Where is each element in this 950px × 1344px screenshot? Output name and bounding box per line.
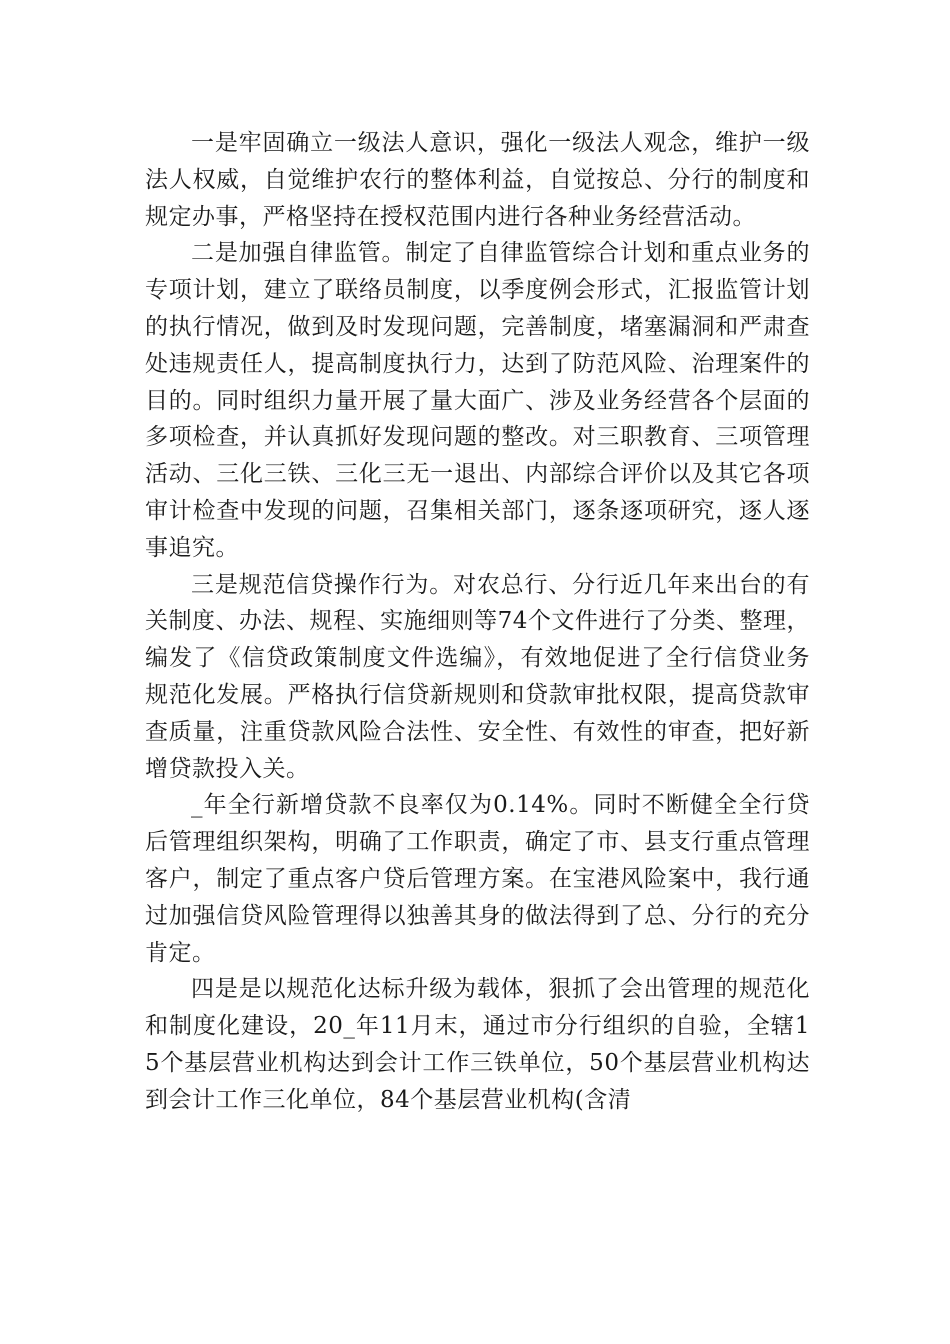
paragraph-1: 一是牢固确立一级法人意识，强化一级法人观念，维护一级法人权威，自觉维护农行的整体利益，自觉按总、分行的制度和规定办事，严格坚持在授权范围内进行各种业务经营活动。 [145, 130, 810, 230]
paragraph-2: 二是加强自律监管。制定了自律监管综合计划和重点业务的专项计划，建立了联络员制度，以季度例会形式，汇报监管计划的执行情况，做到及时发现问题，完善制度，堵塞漏洞和严肃查处违规责任人，提高制度执行力，达到了防范风险、治理案件的目的。同时组织力量开展了量大面广、涉及业务经营各个层面的多项检查，并认真抓好发现问题的整改。对三职教育、三项管理活动、三化三铁、三化三无一退出、内部综合评价以及其它各项审计检查中发现的问题，召集相关部门，逐条逐项研究，逐人逐事追究。 [145, 240, 810, 561]
paragraph-5: 四是是以规范化达标升级为载体，狠抓了会出管理的规范化和制度化建设，20_年11月末，通过市分行组织的自验，全辖15个基层营业机构达到会计工作三铁单位，50个基层营业机构达到会计工作三化单位，84个基层营业机构(含清 [145, 976, 810, 1113]
document-body [145, 125, 810, 1119]
paragraph-3: 三是规范信贷操作行为。对农总行、分行近几年来出台的有关制度、办法、规程、实施细则等74个文件进行了分类、整理，编发了《信贷政策制度文件选编》，有效地促进了全行信贷业务规范化发展。严格执行信贷新规则和贷款审批权限，提高贷款审查质量，注重贷款风险合法性、安全性、有效性的审查，把好新增贷款投入关。 [145, 571, 810, 782]
paragraph-4: _年全行新增贷款不良率仅为0.14%。同时不断健全全行贷后管理组织架构，明确了工作职责，确定了市、县支行重点管理客户，制定了重点客户贷后管理方案。在宝港风险案中，我行通过加强信贷风险管理得以独善其身的做法得到了总、分行的充分肯定。 [145, 792, 810, 966]
